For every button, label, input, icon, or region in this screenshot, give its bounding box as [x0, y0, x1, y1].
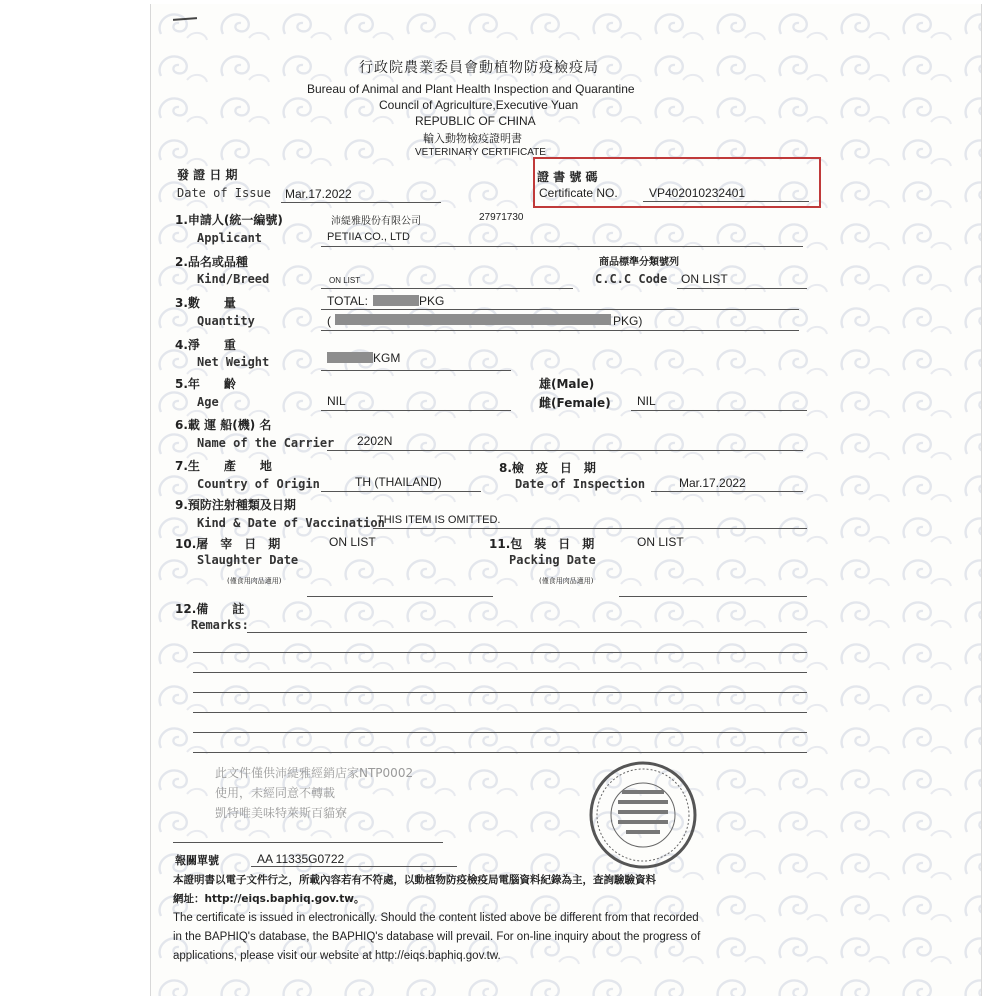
applicant-tax-id: 27971730: [479, 212, 524, 223]
origin-underline: [321, 491, 481, 492]
remarks-line-1: [247, 632, 807, 633]
carrier-label-zh: 6.載 運 船(機) 名: [175, 418, 272, 432]
vaccination-underline: [373, 528, 807, 529]
quantity-detail-underline: [321, 330, 799, 331]
footer-en-line-2: in the BAPHIQ's database, the BAPHIQ's database will prevail. For on-line inquiry about the progress of: [173, 931, 701, 943]
remarks-line-2: [193, 652, 807, 653]
remarks-line-3: [193, 672, 807, 673]
ccc-label-zh: 商品標準分類號列: [599, 257, 679, 268]
age-label-en: Age: [197, 395, 219, 409]
net-weight-underline: [321, 370, 511, 371]
council-en: Council of Agriculture,Executive Yuan: [379, 98, 579, 112]
ccc-value: ON LIST: [681, 272, 728, 286]
quantity-total-underline: [321, 309, 799, 310]
ccc-underline: [677, 288, 807, 289]
inspection-value: Mar.17.2022: [679, 476, 746, 490]
age-value: NIL: [327, 394, 346, 408]
distribution-stamp-line-2: 使用，未經同意不轉載: [215, 786, 336, 800]
packing-label-zh: 11.包 裝 日 期: [489, 537, 595, 551]
official-seal: [588, 760, 698, 870]
inspection-label-en: Date of Inspection: [515, 477, 646, 491]
quantity-paren-open: (: [327, 314, 331, 328]
quantity-detail-redaction: [335, 314, 611, 325]
applicant-label-zh: 1.申請人(統一編號): [175, 213, 283, 227]
footer-en-line-3: applications, please visit our website at http://eiqs.baphiq.gov.tw.: [173, 950, 501, 962]
remarks-line-4: [193, 692, 807, 693]
packing-underline: [619, 596, 807, 597]
issue-date-value: Mar.17.2022: [285, 187, 352, 201]
vaccination-label-zh: 9.預防注射種類及日期: [175, 498, 296, 512]
footer-en-line-1: The certificate is issued in electronically. Should the content listed above be different from that recorded: [173, 912, 699, 924]
applicant-value-en: PETIIA CO., LTD: [327, 231, 410, 243]
net-weight-unit: KGM: [373, 351, 401, 365]
ccc-label-en: C.C.C Code: [595, 272, 668, 286]
packing-value: ON LIST: [637, 535, 684, 549]
footer-zh-line-2: 網址：http://eiqs.baphiq.gov.tw。: [173, 893, 365, 905]
certificate-number-label-zh: 證 書 號 碼: [537, 170, 598, 184]
remarks-line-5: [193, 712, 807, 713]
net-weight-redaction: [327, 352, 373, 363]
carrier-value: 2202N: [357, 434, 393, 448]
kind-label-zh: 2.品名或品種: [175, 255, 248, 269]
slaughter-label-zh: 10.屠 宰 日 期: [175, 537, 281, 551]
customs-label: 報關單號: [175, 854, 219, 867]
applicant-underline: [321, 246, 803, 247]
remarks-label-en: Remarks:: [191, 618, 249, 632]
quantity-paren-close: PKG): [613, 314, 643, 328]
kind-label-en: Kind/Breed: [197, 272, 270, 286]
agency-en: Bureau of Animal and Plant Health Inspection and Quarantine: [307, 82, 635, 96]
remarks-line-7: [193, 752, 807, 753]
age-label-zh: 5.年 齡: [175, 377, 236, 391]
inspection-label-zh: 8.檢 疫 日 期: [499, 461, 596, 475]
distribution-stamp-line-3: 凱特唯美味特萊斯百貓寮: [215, 806, 348, 820]
doc-title-zh: 輸入動物檢疫證明書: [423, 132, 522, 145]
carrier-label-en: Name of the Carrier: [197, 436, 335, 450]
quantity-label-zh: 3.數 量: [175, 296, 236, 310]
customs-value: AA 11335G0722: [257, 852, 345, 866]
packing-label-en: Packing Date: [509, 553, 596, 567]
issue-date-label-zh: 發 證 日 期: [177, 168, 238, 182]
age-underline: [321, 410, 511, 411]
vaccination-value: THIS ITEM IS OMITTED.: [377, 514, 501, 526]
certificate-number-value: VP402010232401: [649, 186, 746, 200]
quantity-total-suffix: PKG: [419, 294, 445, 308]
issue-date-label-en: Date of Issue: [177, 186, 271, 200]
origin-value: TH (THAILAND): [355, 475, 442, 489]
certificate-number-underline: [643, 201, 809, 202]
slaughter-note: (僅食用肉品適用): [227, 577, 282, 585]
remarks-label-zh: 12.備 註: [175, 602, 245, 616]
net-weight-label-en: Net Weight: [197, 355, 270, 369]
vaccination-label-en: Kind & Date of Vaccination: [197, 516, 385, 530]
quantity-label-en: Quantity: [197, 314, 255, 328]
applicant-value-zh: 沛緹雅股份有限公司: [331, 216, 421, 227]
slaughter-label-en: Slaughter Date: [197, 553, 299, 567]
kind-underline: [321, 288, 573, 289]
origin-label-zh: 7.生 產 地: [175, 459, 272, 473]
packing-note: (僅食用肉品適用): [539, 577, 594, 585]
certificate-page: [150, 4, 982, 996]
net-weight-label-zh: 4.淨 重: [175, 338, 236, 352]
origin-label-en: Country of Origin: [197, 477, 320, 491]
country-en: REPUBLIC OF CHINA: [415, 114, 536, 128]
slaughter-value: ON LIST: [329, 535, 376, 549]
kind-value: ON LIST: [329, 276, 361, 285]
applicant-label-en: Applicant: [197, 231, 263, 245]
inspection-underline: [651, 491, 803, 492]
footer-zh-line-1: 本證明書以電子文件行之，所載內容若有不符處，以動植物防疫檢疫局電腦資料紀錄為主，查詢驗驗資料: [173, 874, 656, 886]
agency-zh: 行政院農業委員會動植物防疫檢疫局: [359, 60, 599, 76]
quantity-total-redaction: [373, 295, 419, 306]
issue-date-underline: [281, 202, 441, 203]
doc-title-en: VETERINARY CERTIFICATE: [415, 147, 546, 158]
customs-top-line: [173, 842, 443, 843]
male-label: 雄(Male): [539, 377, 595, 391]
distribution-stamp-line-1: 此文件僅供沛緹雅經銷店家NTP0002: [215, 766, 414, 780]
quantity-total-prefix: TOTAL:: [327, 294, 368, 308]
remarks-line-6: [193, 732, 807, 733]
sex-underline: [631, 410, 807, 411]
slaughter-underline: [307, 596, 493, 597]
carrier-underline: [327, 450, 803, 451]
certificate-number-label-en: Certificate NO.: [539, 186, 618, 200]
customs-underline: [251, 866, 457, 867]
female-label: 雌(Female): [539, 396, 611, 410]
sex-value: NIL: [637, 394, 656, 408]
